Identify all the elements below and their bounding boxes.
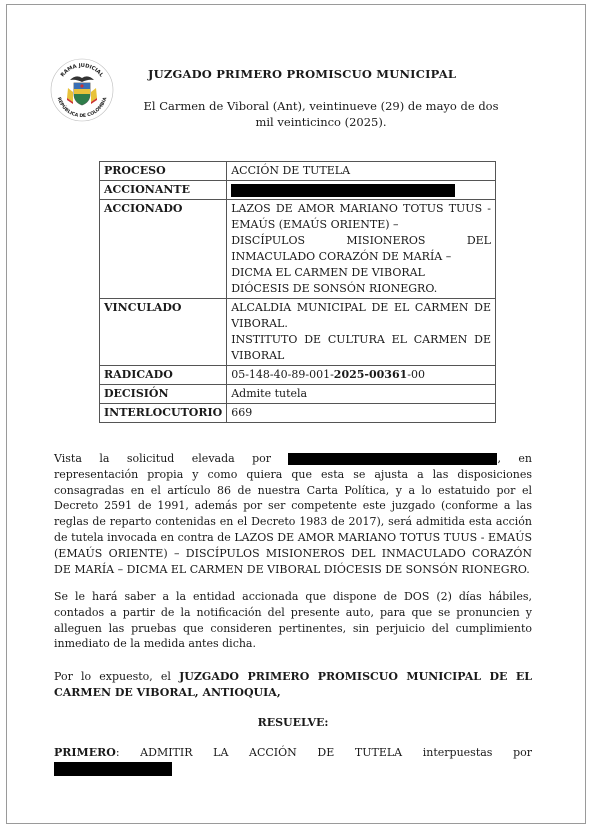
accionado-label: ACCIONADO [100,200,227,299]
court-full-name: JUZGADO PRIMERO PROMISCUO MUNICIPAL DE EL CARMEN DE VIBORAL, ANTIOQUIA, [54,670,532,699]
decision-label: DECISIÓN [100,385,227,404]
paragraph-vista-start: Vista la solicitud elevada por [54,452,272,465]
vinculado-line: INSTITUTO DE CULTURA EL CARMEN DE VIBORAL [231,333,491,362]
table-row [100,385,496,404]
vinculado-label: VINCULADO [100,299,227,366]
date-line: El Carmen de Viboral (Ant), veintinueve (29) de mayo de dos mil veinticinco (2025). [143,99,499,129]
redaction-bar [54,762,172,776]
vinculado-line: ALCALDIA MUNICIPAL DE EL CARMEN DE VIBORAL. [231,301,491,330]
table-row [100,404,496,423]
interlocutorio-label: INTERLOCUTORIO [100,404,227,423]
table-row [100,366,496,385]
paragraph-vista-rest: , en representación propia y como quiera que esta se ajusta a las disposiciones consagradas en el artículo 86 de nuestra Carta Política, y a lo estatuido por el Decreto 2591 de 1991, además por ser competente este juzgado (conforme a las reglas de reparto contenidas en el Decreto 1983 de 2017), será admitida esta acción de tutela invocada en contra de LAZOS DE AMOR MARIANO TOTUS TUUS - EMAÚS (EMAÚS ORIENTE) – DISCÍPULOS MISIONEROS DEL INMACULADO CORAZÓN DE MARÍA – DICMA EL CARMEN DE VIBORAL DIÓCESIS DE SONSÓN RIONEGRO. [54,452,533,576]
radicado-label: RADICADO [100,366,227,385]
table-row [100,162,496,181]
accionado-line: DICMA EL CARMEN DE VIBORAL [231,266,425,279]
table-row [100,200,496,299]
seal-bottom-text: REPÚBLICA DE COLOMBIA [55,96,109,120]
accionante-value [227,181,496,200]
primero-label: PRIMERO [54,746,116,759]
primero-text: : ADMITIR LA ACCIÓN DE TUTELA interpuestas por [115,746,532,759]
accionado-line: DIÓCESIS DE SONSÓN RIONEGRO. [231,282,438,295]
seal-top-text: RAMA JUDICIAL [59,62,105,79]
case-info-table [99,161,496,423]
decision-value: Admite tutela [227,385,496,404]
resuelve-heading: RESUELVE: [257,716,329,729]
accionado-line: LAZOS DE AMOR MARIANO TOTUS TUUS - EMAÚS (EMAÚS ORIENTE) – [231,202,491,231]
radicado-suffix: -00 [407,368,425,381]
radicado-value [227,366,496,385]
proceso-value: ACCIÓN DE TUTELA [227,162,496,181]
paragraph-plazo: Se le hará saber a la entidad accionada que dispone de DOS (2) días hábiles, contados a partir de la notificación del presente auto, para que se pronuncien y alleguen las pruebas que consideren pertinentes, sin perjuicio del cumplimiento inmediato de la medida antes dicha. [54,590,532,651]
proceso-label: PROCESO [100,162,227,181]
redaction-bar [231,184,455,197]
rama-judicial-seal-logo [50,58,114,122]
interlocutorio-value: 669 [227,404,496,423]
redaction-bar [288,453,497,465]
accionado-value [227,200,496,299]
primero-line [54,745,532,777]
table-row [100,181,496,200]
accionante-label: ACCIONANTE [100,181,227,200]
radicado-prefix: 05-148-40-89-001- [231,368,334,381]
paragraph-vista [54,451,532,577]
vinculado-value [227,299,496,366]
accionado-line: DISCÍPULOS MISIONEROS DEL INMACULADO CORAZÓN DE MARÍA – [231,234,491,263]
radicado-number: 2025-00361 [333,368,408,381]
paragraph-expuesto [54,669,532,701]
table-row [100,299,496,366]
paragraph-expuesto-start: Por lo expuesto, el [54,670,180,683]
court-title: JUZGADO PRIMERO PROMISCUO MUNICIPAL [148,67,457,81]
